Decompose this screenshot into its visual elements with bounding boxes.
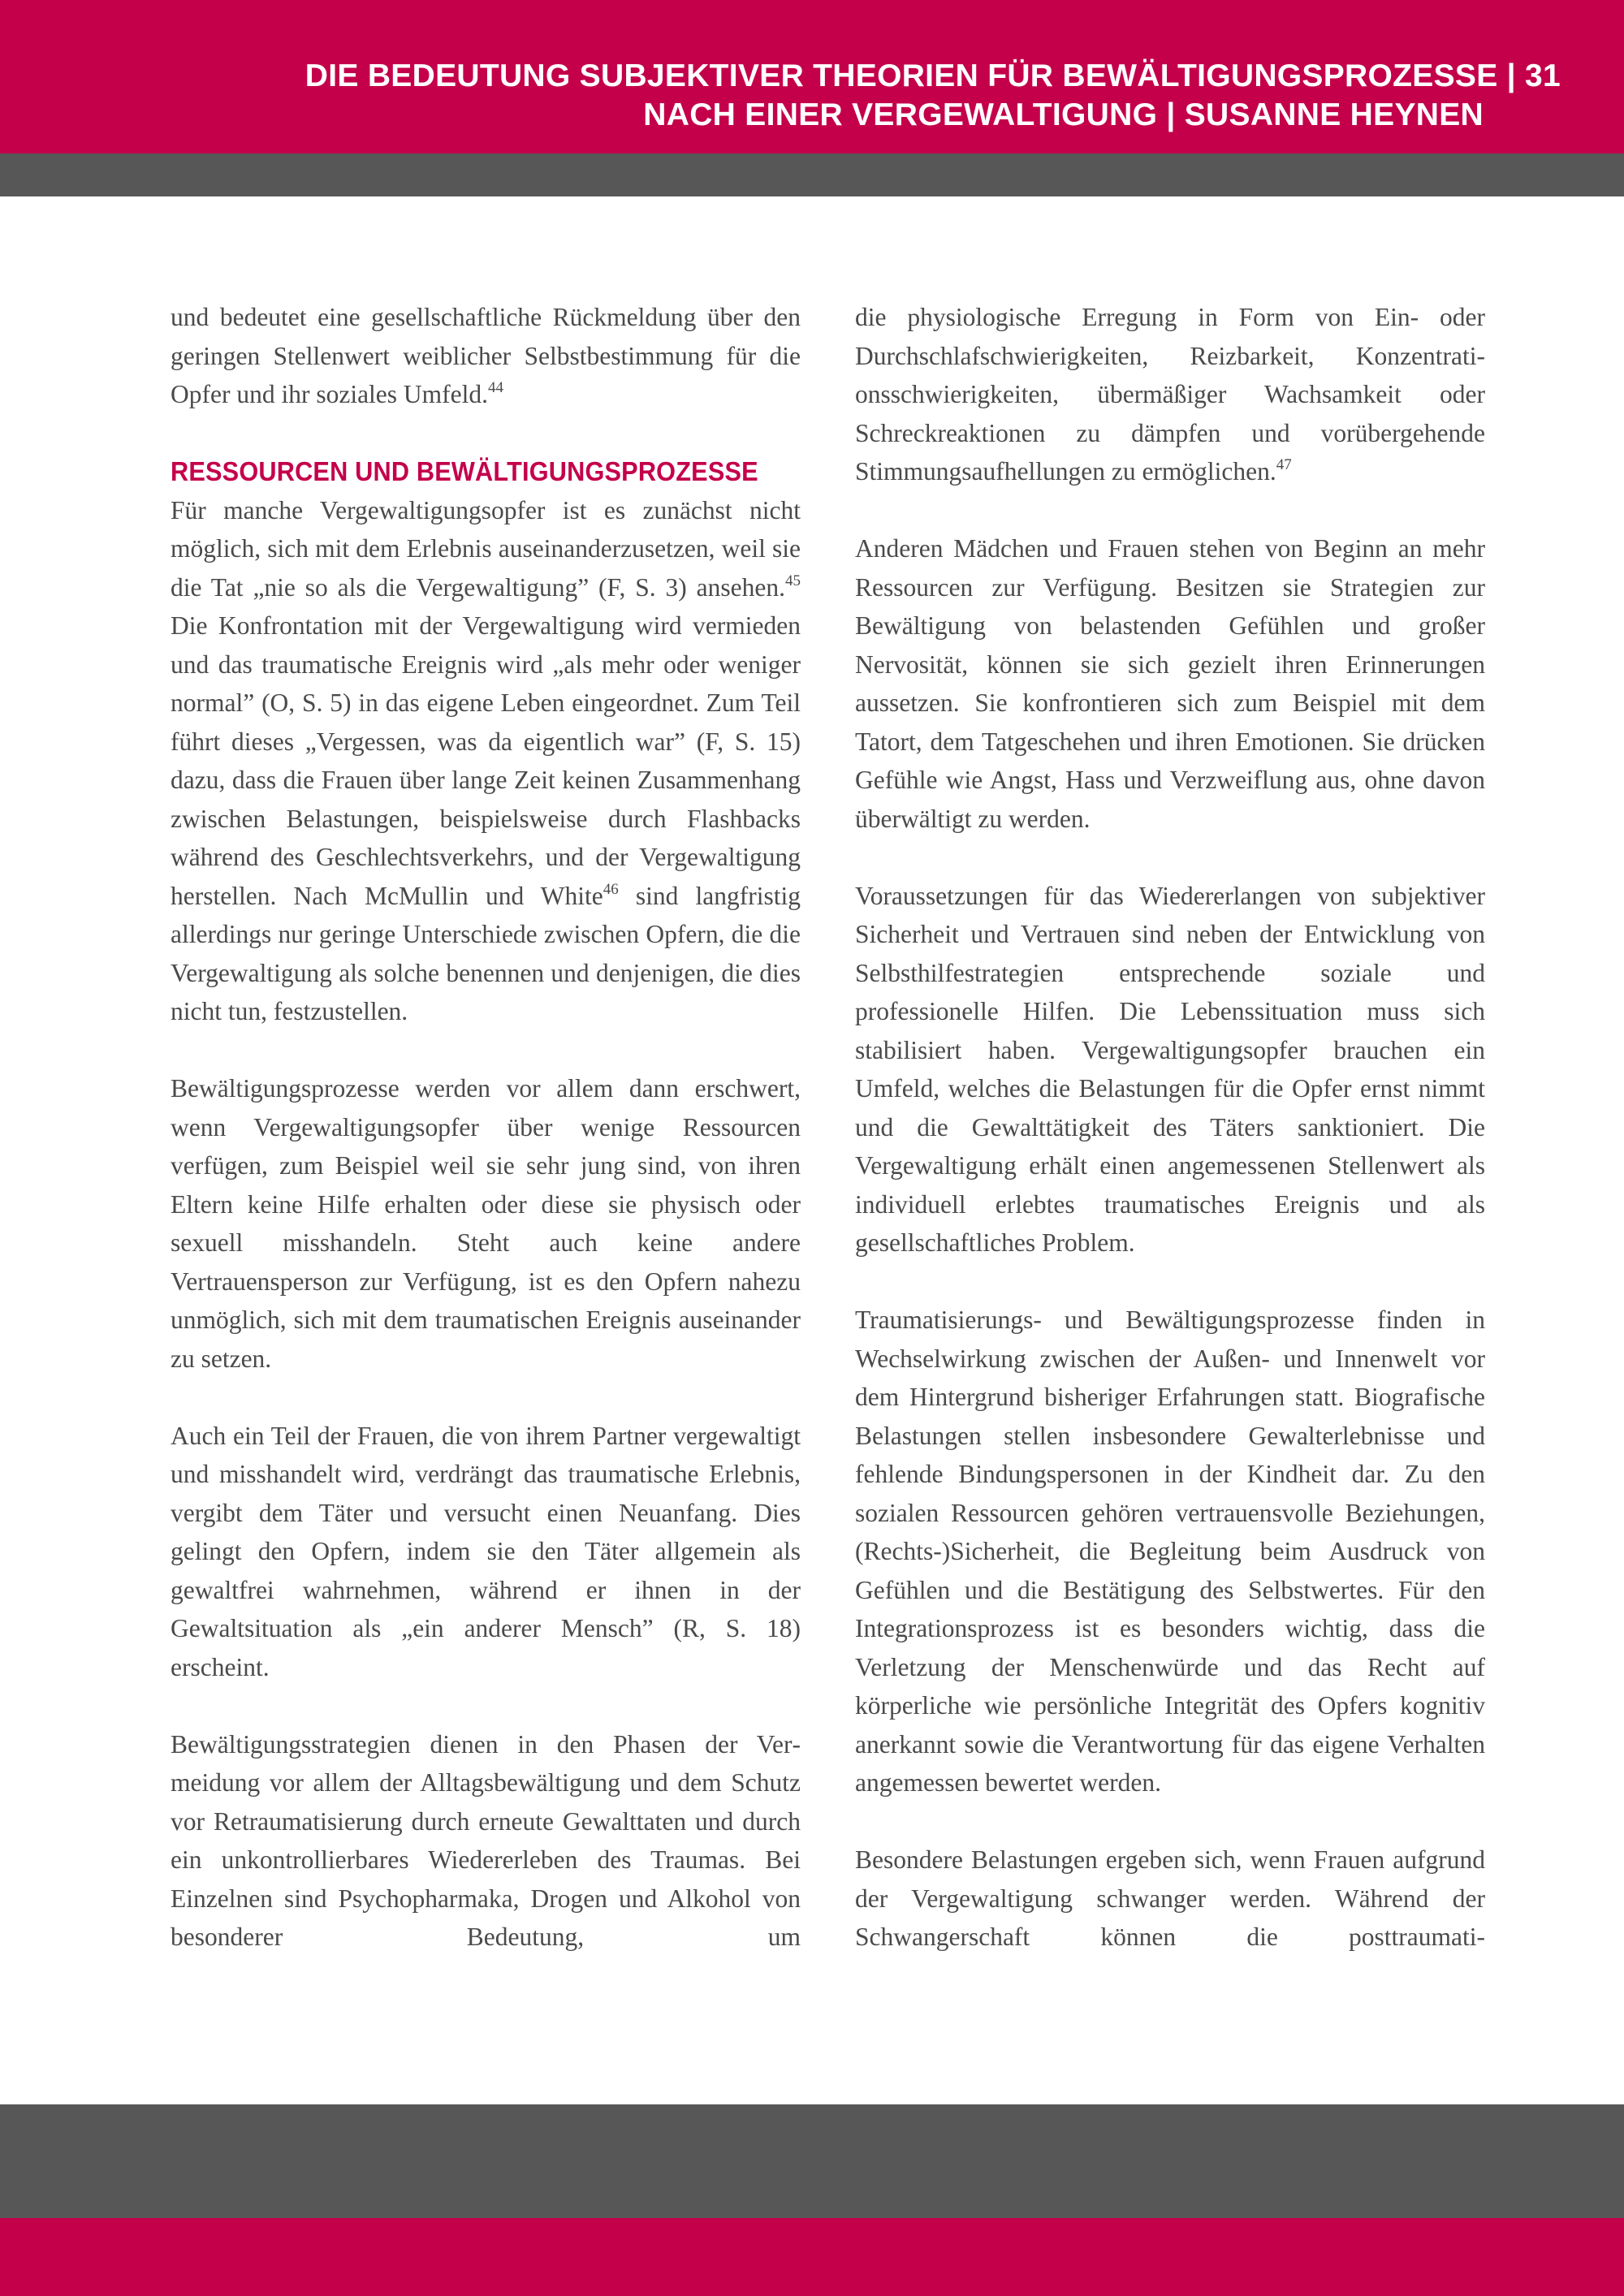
running-header-line-1: DIE BEDEUTUNG SUBJEKTIVER THEORIEN FÜR BEWÄLTIGUNGSPROZESSE | 31 (304, 58, 1561, 93)
paragraph (171, 298, 801, 414)
paragraph (171, 491, 801, 1031)
left-column (171, 298, 801, 1957)
running-header-line-2: NACH EINER VERGEWALTIGUNG | SUSANNE HEYNEN (643, 97, 1484, 132)
header-gray-stripe (0, 153, 1624, 196)
paragraph (855, 298, 1485, 491)
footnote-marker: 46 (603, 880, 619, 898)
paragraph: Voraussetzungen für das Wiedererlangen von subjektiver Sicherheit und Vertrauen sind neben der Entwicklung von Selbsthilfestrategien entsprechende soziale und professionelle Hilfen. Die Lebenssituation muss sich stabilisiert haben. Vergewaltigungsopfer brauchen ein Umfeld, welches die Belastungen für die Opfer ernst nimmt und die Gewalttätigkeit des Täters sanktioniert. Die Vergewaltigung erhält einen angemessenen Stellenwert als individuell erlebtes traumatisches Ereignis und als gesellschaftliches Problem. (855, 881, 1485, 1257)
paragraph-text: Für manche Vergewaltigungsopfer ist es zunächst nicht möglich, sich mit dem Erlebnis auseinanderzusetzen, weil sie die Tat „nie so als die Vergewaltigung” (F, S. 3) ansehen. (171, 495, 801, 602)
paragraph: Anderen Mädchen und Frauen stehen von Beginn an mehr Ressourcen zur Verfügung. Besitzen sie Strategien zur Bewältigung von belastenden Gefühlen und großer Nervosität, können sie sich gezielt ihren Erinnerungen aussetzen. Sie konfrontieren sich zum Beispiel mit dem Tatort, dem Tatgeschehen und ihren Emotionen. Sie drücken Gefühle wie Angst, Hass und Verzweiflung aus, ohne davon überwältigt zu werden. (855, 534, 1485, 833)
paragraph-text: und bedeutet eine gesellschaftliche Rückmeldung über den geringen Stellenwert weiblicher Selbstbestimmung für die Opfer und ihr soziales Umfeld. (171, 303, 801, 408)
footer-gray-band (0, 2104, 1624, 2218)
paragraph: Bewältigungsprozesse werden vor allem dann erschwert, wenn Vergewaltigungsopfer über wenige Ressourcen verfügen, zum Beispiel weil sie sehr jung sind, von ihren Eltern keine Hilfe erhalten oder diese sie physisch oder sexuell misshandeln. Steht auch keine andere Vertrauensperson zur Verfügung, ist es den Opfern nahezu unmöglich, sich mit dem traumatischen Ereignis auseinander zu setzen. (171, 1074, 801, 1373)
running-header (305, 57, 1561, 135)
footnote-marker: 45 (785, 572, 801, 589)
paragraph-text: Die Konfrontation mit der Vergewaltigung wird vermieden und das traumatische Ereignis wird „als mehr oder weniger normal” (O, S. 5) in das eigene Leben eingeordnet. Zum Teil führt dieses „Vergessen, was da eigentlich war” (F, S. 15) dazu, dass die Frauen über lange Zeit keinen Zusammenhang zwischen Belastungen, beispielsweise durch Flashbacks während des Geschlechtsverkehrs, und der Vergewaltigung herstellen. Nach McMullin und White (171, 611, 801, 910)
paragraph-text: sind langfristig allerdings nur geringe Unterschiede zwischen Opfern, die die Vergewaltigung als solche benennen und denjenigen, die dies nicht tun, festzustellen. (171, 881, 801, 1025)
footnote-marker: 44 (488, 379, 504, 396)
paragraph: Traumatisierungs- und Bewältigungsprozesse finden in Wechselwirkung zwischen der Außen- und Innenwelt vor dem Hintergrund bisheriger Erfahrungen statt. Biografische Belastungen stellen insbesondere Gewalterlebnisse und fehlende Bindungspersonen in der Kindheit dar. Zu den sozialen Ressourcen gehören vertrauensvolle Beziehungen, (Rechts-)Sicherheit, die Begleitung beim Ausdruck von Gefühlen und die Bestätigung des Selbstwertes. Für den Integrationsprozess ist es besonders wichtig, dass die Verletzung der Menschenwürde und das Recht auf körperliche wie persönliche Integrität des Opfers kognitiv anerkannt sowie die Verantwortung für das eigene Verhalten angemessen bewertet werden. (855, 1306, 1485, 1797)
paragraph-text: die physiologische Erregung in Form von Ein- oder Durchschlafschwierigkeiten, Reizbarkeit, Konzentrationsschwierigkeiten, übermäßiger Wachsamkeit oder Schreckreaktionen zu dämpfen und vorübergehende Stimmungsaufhellungen zu ermöglichen. (855, 303, 1485, 486)
paragraph: Besondere Belastungen ergeben sich, wenn Frauen aufgrund der Vergewaltigung schwanger werden. Während der Schwangerschaft können die posttraumati- (855, 1845, 1485, 1951)
footnote-marker: 47 (1276, 456, 1292, 473)
footer-band (0, 2218, 1624, 2296)
right-column (855, 298, 1485, 1957)
paragraph: Auch ein Teil der Frauen, die von ihrem Partner vergewaltigt und misshandelt wird, verdrängt das traumatische Erlebnis, vergibt dem Täter und versucht einen Neuanfang. Dies gelingt den Opfern, indem sie den Täter allgemein als gewaltfrei wahrnehmen, während er ihnen in der Gewaltsituation als „ein anderer Mensch” (R, S. 18) erscheint. (171, 1421, 801, 1681)
paragraph: Bewältigungsstrategien dienen in den Phasen der Vermeidung vor allem der Alltagsbewältigung und dem Schutz vor Retraumatisierung durch erneute Gewalttaten und durch ein unkontrollierbares Wiedererleben des Traumas. Bei Einzelnen sind Psychopharmaka, Drogen und Alkohol von besonderer Bedeutung, um (171, 1729, 801, 1951)
section-heading: RESSOURCEN UND BEWÄLTIGUNGSPROZESSE (171, 456, 758, 486)
